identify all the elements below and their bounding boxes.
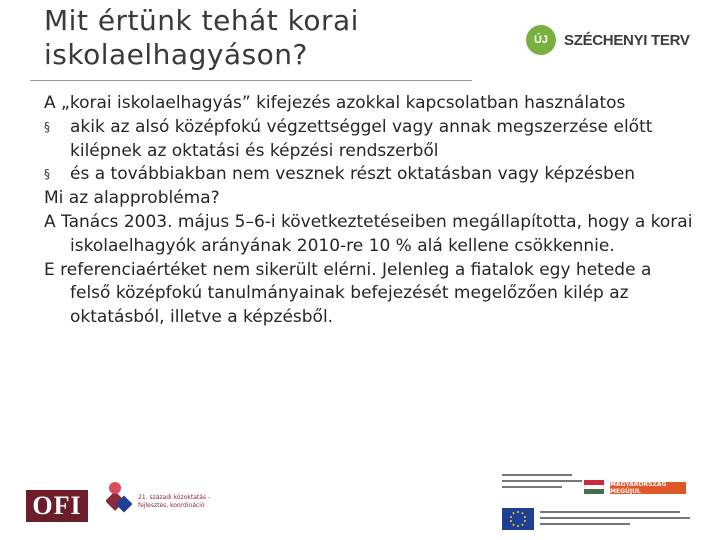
magyarorszag-megujul-badge: MAGYARORSZÁG MEGÚJUL: [610, 482, 686, 494]
ofi-logo-box: OFI: [26, 490, 88, 522]
bullet-item-2: [44, 163, 694, 187]
eu-funding-text: [540, 508, 700, 531]
szechenyi-terv-logo: [526, 20, 690, 60]
footer-logos: [0, 468, 720, 540]
puzzle-icon: [106, 480, 136, 520]
question-paragraph: Mi az alapprobléma?: [44, 188, 220, 209]
eu-funding-lines: [540, 508, 690, 528]
uj-circle-icon: ÚJ: [526, 25, 556, 55]
contact-info: [502, 472, 592, 497]
slide-title-line2: iskolaelhagyáson?: [44, 38, 308, 71]
council-paragraph: A Tanács 2003. május 5–6-i következtetéseiben megállapította, hogy a korai iskolaelhagyók arányának 2010-re 10 % alá kellene csökkennie.: [44, 211, 693, 256]
bullet-marker: §: [44, 119, 50, 134]
slide-title: [44, 4, 464, 72]
intro-paragraph: A „korai iskolaelhagyás” kifejezés azokkal kapcsolatban használatos: [44, 93, 626, 113]
eu-flag-icon: [502, 508, 534, 530]
slide-title-line1: Mit értünk tehát korai: [44, 4, 359, 37]
bullet-item-1: [44, 116, 694, 164]
title-divider: [30, 80, 472, 81]
kozoktatas-logo: [106, 480, 226, 530]
ofi-logo: [26, 490, 88, 522]
brand-name: SZÉCHENYI TERV: [564, 31, 690, 49]
reference-paragraph: E referenciaértéket nem sikerült elérni. Jelenleg a fiatalok egy hetede a felső középfokú tanulmányainak befejezését megelőzően kilép az oktatásból, illetve a képzésből.: [44, 259, 652, 328]
eu-stars-icon: [502, 508, 534, 530]
flag-stripe-green: [584, 489, 604, 494]
bullet-marker: §: [44, 167, 50, 182]
bullet-item-1-text: akik az alsó középfokú végzettséggel vagy annak megszerzése előtt kilépnek az oktatási és képzési rendszerből: [70, 116, 653, 161]
kozoktatas-text: 21. századi közoktatás - fejlesztés, koordináció: [138, 494, 211, 509]
contact-info-lines: [502, 472, 590, 494]
slide-body: [44, 92, 694, 330]
hungarian-flag-icon: [584, 480, 604, 494]
bullet-item-2-text: és a továbbiakban nem vesznek részt oktatásban vagy képzésben: [70, 164, 636, 185]
